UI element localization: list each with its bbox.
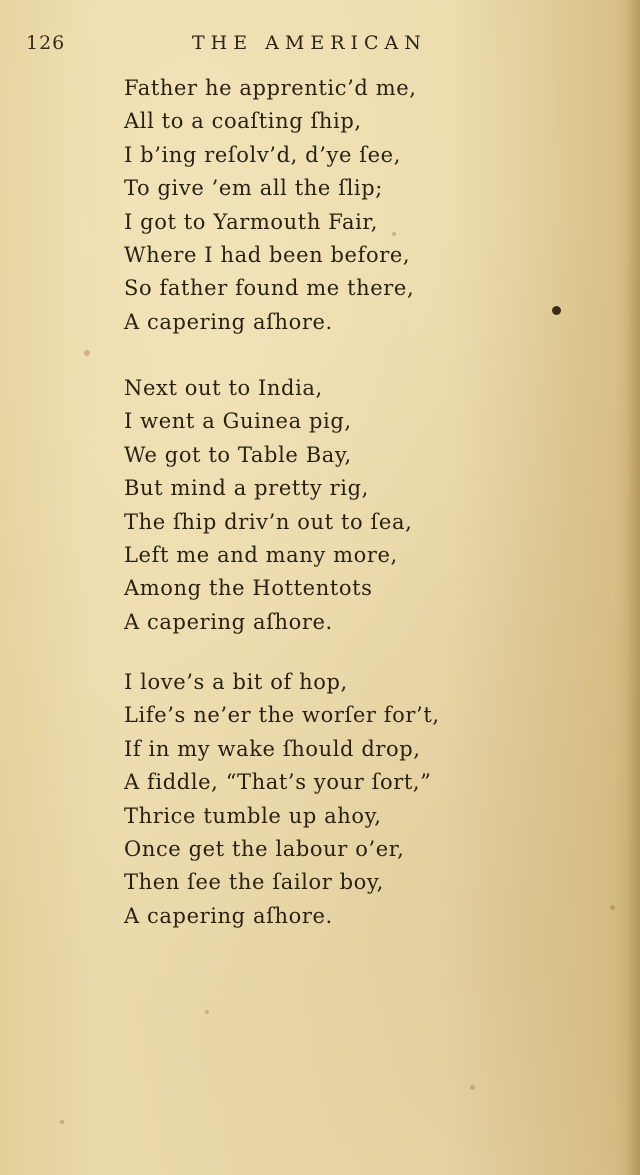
verse-line: If in my wake ſhould drop, — [124, 736, 421, 761]
verse-line: Next out to India, — [124, 376, 323, 400]
verse-line: A capering aſhore. — [124, 903, 333, 928]
verse-line: All to a coaſting ſhip, — [124, 109, 362, 134]
verse-line: Thrice tumble up ahoy, — [124, 803, 382, 828]
verse-line: I got to Yarmouth Fair, — [124, 209, 379, 234]
verse-line: Where I had been before, — [124, 242, 411, 267]
verse-line: Once get the labour o’er, — [124, 836, 405, 861]
stanza-1 — [124, 72, 564, 339]
page-number: 126 — [26, 32, 66, 54]
verse-line: A fiddle, “That’s your ſort,” — [124, 770, 432, 795]
verse-line: The ſhip driv’n out to ſea, — [124, 509, 413, 534]
verse-line: Left me and many more, — [124, 542, 398, 567]
foxing-spot — [470, 1085, 475, 1090]
foxing-spot — [205, 1010, 209, 1014]
foxing-spot — [84, 350, 90, 356]
verse-line: So father found me there, — [124, 276, 415, 301]
page-header — [0, 30, 640, 60]
verse-line: Father he apprentic’d me, — [124, 76, 417, 100]
page-edge-shadow — [626, 0, 640, 1175]
verse-line: Among the Hottentots — [124, 576, 373, 601]
verse-line: To give ’em all the ſlip; — [124, 176, 383, 201]
verse-line: Then ſee the ſailor boy, — [124, 870, 384, 895]
verse-line: A capering aſhore. — [124, 309, 333, 334]
verse-line: We got to Table Bay, — [124, 442, 352, 467]
foxing-spot — [610, 905, 615, 910]
verse-line: I love’s a bit of hop, — [124, 670, 348, 694]
verse-line: I went a Guinea pig, — [124, 409, 352, 434]
verse-line: Life’s ne’er the worſer for’t, — [124, 703, 440, 728]
verse-line: But mind a pretty rig, — [124, 476, 369, 501]
foxing-spot — [392, 232, 396, 236]
verse-line: A capering aſhore. — [124, 609, 333, 634]
verse-line: I b’ing reſolv’d, d’ye ſee, — [124, 142, 401, 167]
foxing-spot — [60, 1120, 64, 1124]
running-title: THE AMERICAN — [192, 32, 427, 54]
ink-blot — [552, 306, 561, 315]
stanza-2 — [124, 372, 564, 639]
stanza-3 — [124, 666, 564, 933]
